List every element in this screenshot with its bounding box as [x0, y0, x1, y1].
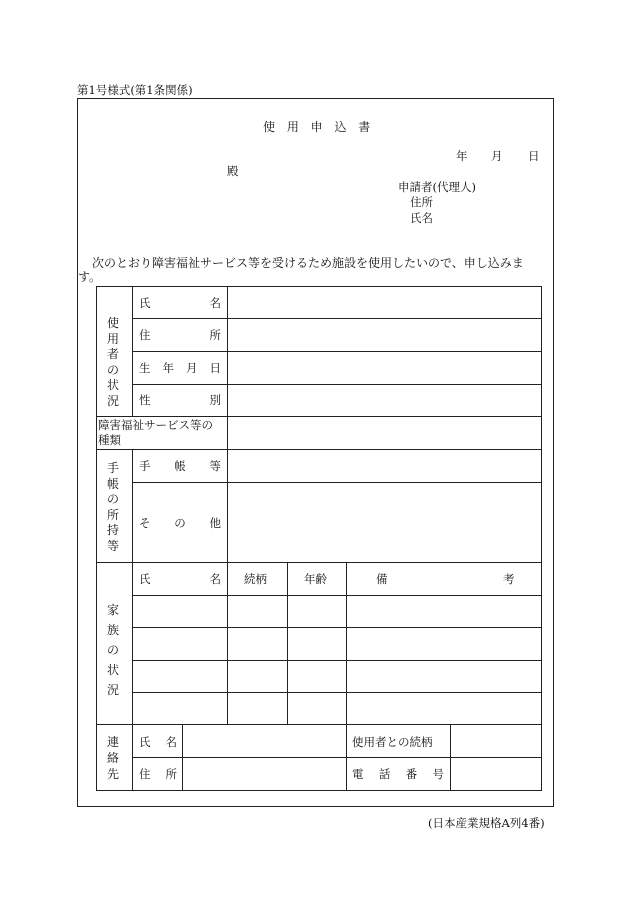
intro-text-line1: 次のとおり障害福祉サービス等を受けるため施設を使用したいので、申し込みま [92, 256, 524, 270]
contact-address-char2: 所 [165, 767, 177, 781]
other-char1: そ [139, 516, 151, 530]
other-char3: 他 [209, 516, 221, 530]
vertical-label-char: 況 [106, 683, 119, 697]
vertical-label-char: 状 [106, 663, 119, 677]
other-char2: の [174, 516, 186, 530]
other-label [139, 516, 221, 530]
vertical-label-char: 族 [106, 623, 119, 637]
vertical-label-char: 用 [106, 331, 119, 346]
family-age-header: 年齢 [304, 572, 327, 586]
user-birthdate-label [139, 361, 221, 375]
birth-char1: 生 [139, 361, 151, 375]
addressee-suffix: 殿 [227, 164, 239, 178]
vertical-label-char: 使 [106, 316, 119, 330]
vertical-label-char: 連 [106, 735, 119, 749]
service-type-label: 障害福祉サービス等の種類 [98, 418, 213, 447]
family-section-label [104, 600, 122, 700]
form-title: 使 用 申 込 書 [263, 120, 375, 134]
contact-address-char1: 住 [139, 767, 151, 781]
vertical-label-char: 所 [106, 507, 119, 522]
user-gender-label [139, 393, 221, 407]
phone-label [352, 767, 444, 781]
intro-text-line2: す。 [78, 270, 102, 284]
vertical-label-char: 先 [106, 767, 119, 781]
family-remarks-header-1: 備 [376, 572, 388, 586]
user-name-char1: 氏 [139, 296, 151, 310]
family-remarks-header-2: 考 [503, 572, 515, 586]
vertical-label-char: の [106, 492, 119, 506]
footer-note: (日本産業規格A列4番) [428, 816, 545, 830]
relation-to-user-label: 使用者との続柄 [352, 735, 433, 749]
user-address-label [139, 328, 221, 342]
handbook-section-label [104, 461, 122, 554]
contact-name-label [139, 735, 177, 749]
user-name-label [139, 296, 221, 310]
birth-char3: 月 [186, 361, 198, 375]
vertical-label-char: 況 [106, 393, 119, 408]
phone-char4: 号 [432, 767, 444, 781]
applicant-name-label: 氏名 [410, 211, 433, 225]
birth-char2: 年 [162, 361, 174, 375]
phone-char1: 電 [352, 767, 364, 781]
contact-name-char2: 名 [165, 735, 177, 749]
vertical-label-char: 持 [106, 523, 119, 537]
date-year: 年 [456, 149, 468, 163]
vertical-label-char: の [106, 362, 119, 377]
family-name-char2: 名 [209, 572, 221, 586]
handbook-char1: 手 [139, 459, 151, 473]
phone-char3: 番 [405, 767, 418, 781]
vertical-label-char: 状 [106, 378, 119, 392]
phone-char2: 話 [378, 767, 391, 781]
vertical-label-char: 手 [106, 461, 119, 475]
family-name-header [139, 572, 221, 586]
family-relation-header: 続柄 [244, 572, 267, 586]
vertical-label-char: 帳 [106, 476, 119, 491]
user-section-label [104, 316, 122, 409]
contact-section-label [104, 734, 122, 782]
handbook-label [139, 459, 221, 473]
contact-name-char1: 氏 [139, 735, 151, 749]
user-address-char1: 住 [139, 328, 151, 342]
family-name-char1: 氏 [139, 572, 151, 586]
applicant-heading: 申請者(代理人) [398, 180, 476, 194]
gender-char1: 性 [139, 393, 151, 407]
applicant-address-label: 住所 [410, 195, 433, 209]
vertical-label-char: 絡 [106, 751, 119, 765]
contact-address-label [139, 767, 177, 781]
birth-char4: 日 [209, 361, 221, 375]
user-address-char2: 所 [209, 328, 221, 342]
date-day: 日 [528, 149, 540, 163]
vertical-label-char: の [106, 643, 119, 657]
date-month: 月 [491, 149, 503, 163]
vertical-label-char: 者 [106, 347, 119, 361]
handbook-char3: 等 [209, 459, 221, 473]
user-name-char2: 名 [209, 296, 221, 310]
vertical-label-char: 家 [106, 603, 119, 617]
vertical-label-char: 等 [106, 538, 119, 553]
form-number: 第1号様式(第1条関係) [77, 83, 193, 97]
handbook-char2: 帳 [174, 459, 186, 473]
gender-char2: 別 [209, 393, 221, 407]
